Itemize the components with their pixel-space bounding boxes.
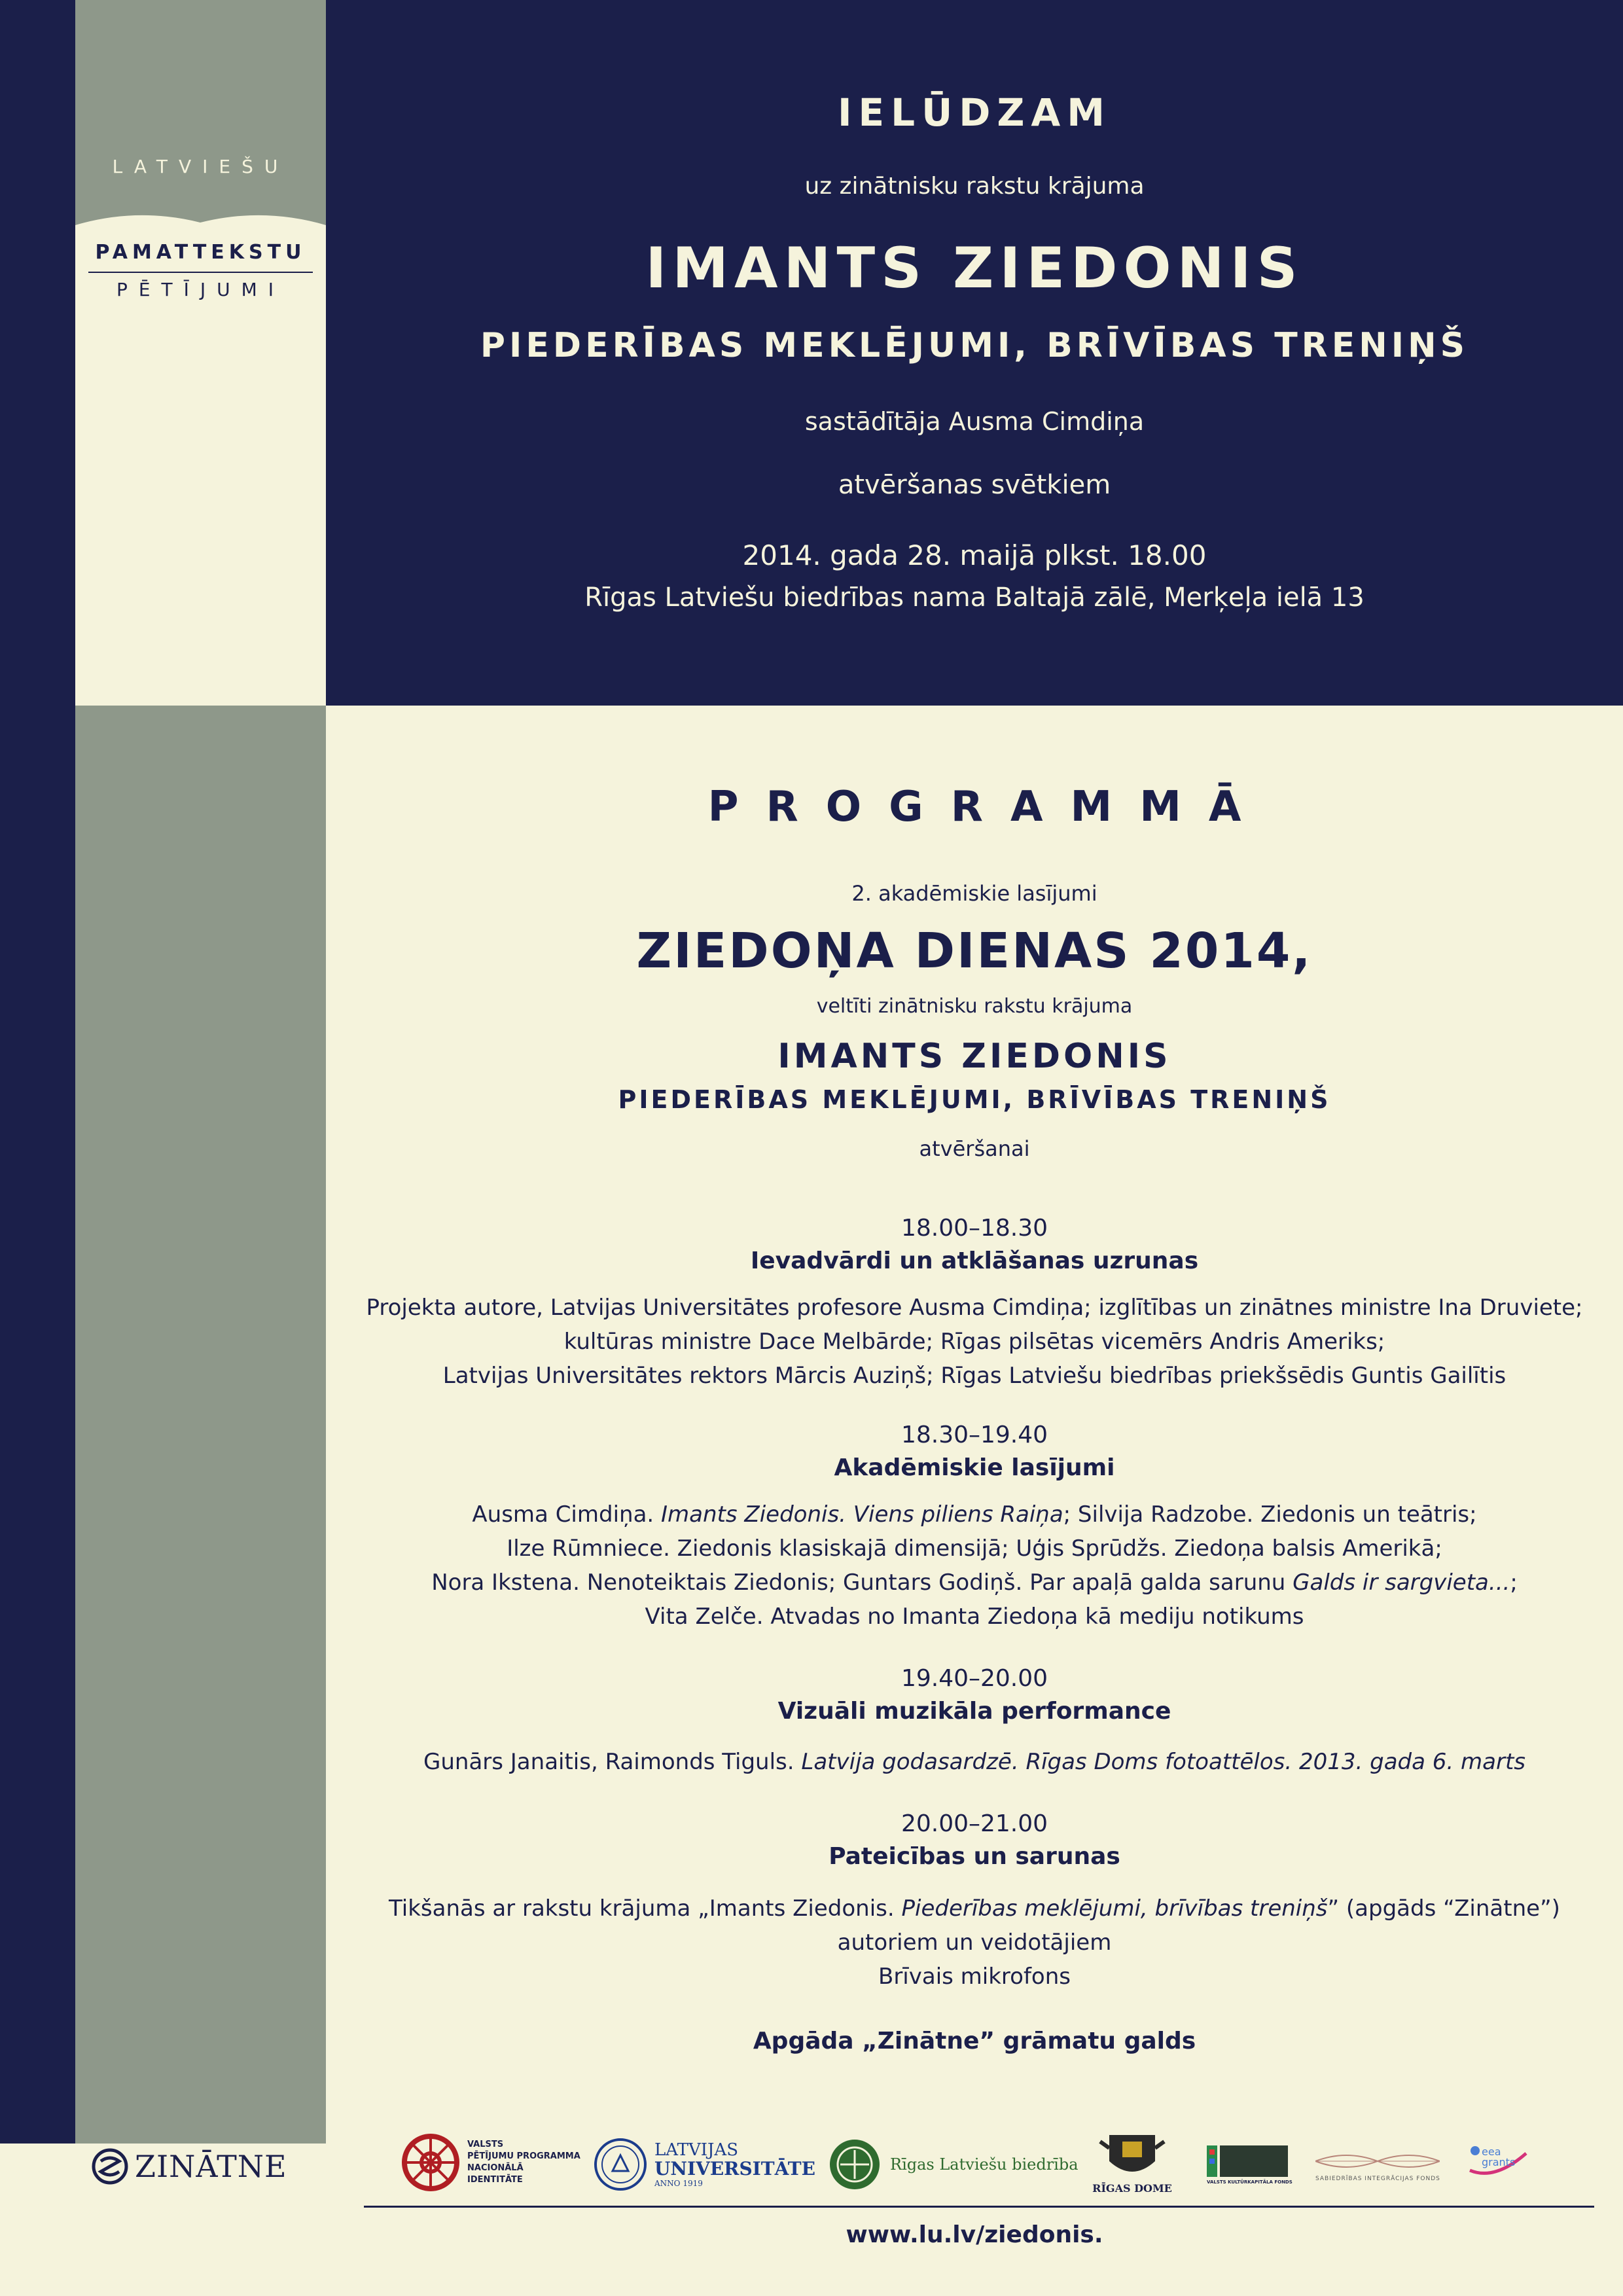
session-line	[326, 1895, 1623, 1922]
zinatne-wordmark: ZINĀTNE	[135, 2149, 287, 2184]
session-line	[326, 1604, 1623, 1630]
lu-logo	[593, 2135, 815, 2194]
eea-line2: grants	[1482, 2156, 1516, 2168]
event-venue: Rīgas Latviešu biedrības nama Baltajā zālē, Merķeļa ielā 13	[584, 583, 1364, 613]
italic-title-segment: Imants Ziedonis. Viens piliens Raiņa	[661, 1501, 1063, 1528]
session-line	[326, 1929, 1623, 1956]
zinatne-emblem-icon	[92, 2148, 128, 2185]
session-time: 19.40–20.00	[901, 1665, 1048, 1692]
event-title: ZIEDOŅA DIENAS 2014,	[636, 923, 1313, 979]
session-line	[326, 1535, 1623, 1562]
lu-line3: ANNO 1919	[654, 2179, 703, 2188]
eea-line1: eea	[1482, 2145, 1501, 2158]
programme-book-title: IMANTS ZIEDONIS	[777, 1037, 1171, 1076]
vpp-line: IDENTITĀTE	[467, 2175, 523, 2185]
session-line	[326, 1501, 1623, 1528]
session-line: Latvijas Universitātes rektors Mārcis Auziņš; Rīgas Latviešu biedrības priekšsēdis Guntis Gailītis	[442, 1363, 1507, 1389]
text-segment: Ilze Rūmniece. Ziedonis klasiskajā dimensijā; Uģis Sprūdžs. Ziedoņa balsis Amerikā;	[507, 1535, 1442, 1562]
left-gray-strip	[75, 706, 326, 2296]
rlb-name: Rīgas Latviešu biedrība	[890, 2155, 1079, 2174]
text-segment: Brīvais mikrofons	[878, 1964, 1071, 1990]
session-line	[326, 1749, 1623, 1775]
riga-dome-logo	[1086, 2128, 1178, 2195]
session-name: Pateicības un sarunas	[829, 1843, 1120, 1870]
session-name: Akadēmiskie lasījumi	[834, 1454, 1115, 1481]
text-segment: ” (apgāds “Zinātne”)	[1327, 1895, 1560, 1922]
session-line	[326, 1964, 1623, 1990]
closing-line: Apgāda „Zinātne” grāmatu galds	[753, 2028, 1196, 2054]
event-date: 2014. gada 28. maijā plkst. 18.00	[742, 539, 1207, 571]
vkkf-mark-icon	[1207, 2145, 1288, 2177]
book-title: IMANTS ZIEDONIS	[645, 236, 1304, 301]
session-line: kultūras ministre Dace Melbārde; Rīgas pilsētas vicemērs Andris Ameriks;	[563, 1329, 1385, 1355]
session-line: Projekta autore, Latvijas Universitātes profesore Ausma Cimdiņa; izglītības un zinātnes ministre Ina Druviete;	[366, 1295, 1583, 1321]
text-segment: ;	[1510, 1570, 1518, 1596]
occasion-line: atvēršanas svētkiem	[838, 470, 1111, 500]
sif-ribbon-icon	[1315, 2149, 1440, 2173]
lu-line2: UNIVERSITĀTE	[654, 2158, 815, 2179]
session-name: Ievadvārdi un atklāšanas uzrunas	[750, 1247, 1199, 1274]
invite-intro: uz zinātnisku rakstu krājuma	[804, 173, 1145, 200]
programme-heading: PROGRAMMĀ	[707, 783, 1269, 831]
sif-name: SABIEDRĪBAS INTEGRĀCIJAS FONDS	[1315, 2176, 1440, 2182]
programme-book-subtitle: PIEDERĪBAS MEKLĒJUMI, BRĪVĪBAS TRENIŅŠ	[618, 1085, 1331, 1114]
vpp-logo	[401, 2131, 580, 2194]
eea-grants-logo	[1469, 2144, 1527, 2177]
text-segment: Nora Ikstena. Nenoteiktais Ziedonis; Guntars Godiņš. Par apaļā galda sarunu	[431, 1570, 1293, 1596]
riga-dome-name: RĪGAS DOME	[1092, 2182, 1172, 2195]
dedicated-line: veltīti zinātnisku rakstu krājuma	[816, 995, 1133, 1018]
text-segment: Gunārs Janaitis, Raimonds Tiguls.	[423, 1749, 802, 1775]
text-segment: autoriem un veidotājiem	[837, 1929, 1112, 1956]
footer-divider	[364, 2206, 1594, 2208]
book-subtitle: PIEDERĪBAS MEKLĒJUMI, BRĪVĪBAS TRENIŅŠ	[480, 326, 1469, 365]
left-margin-band	[0, 0, 75, 2296]
vpp-line: NACIONĀLĀ	[467, 2163, 524, 2173]
text-segment: Ausma Cimdiņa.	[472, 1501, 662, 1528]
italic-title-segment: Galds ir sargvieta...	[1293, 1570, 1510, 1596]
compiler-line: sastādītāja Ausma Cimdiņa	[804, 407, 1145, 436]
italic-title-segment: Latvija godasardzē. Rīgas Doms fotoattēlos. 2013. gada 6. marts	[801, 1749, 1525, 1775]
text-segment: Tikšanās ar rakstu krājuma „Imants Ziedonis.	[389, 1895, 902, 1922]
zinatne-logo	[92, 2148, 287, 2185]
session-line	[326, 1570, 1623, 1596]
lu-seal-icon	[593, 2137, 648, 2192]
readings-line: 2. akadēmiskie lasījumi	[851, 881, 1097, 906]
series-line-latviesu: LATVIEŠU	[112, 156, 289, 177]
session-time: 20.00–21.00	[901, 1810, 1048, 1837]
session-time: 18.30–19.40	[901, 1422, 1048, 1448]
session-time: 18.00–18.30	[901, 1215, 1048, 1242]
series-line-petijumi: PĒTĪJUMI	[116, 279, 285, 300]
series-line-pamattekstu: PAMATTEKSTU	[95, 241, 306, 264]
book-icon	[75, 200, 326, 229]
session-name: Vizuāli muzikāla performance	[777, 1698, 1171, 1725]
rlb-logo	[827, 2136, 1079, 2193]
vkkf-logo	[1207, 2145, 1293, 2185]
folk-sun-icon	[401, 2132, 461, 2193]
rlb-emblem-icon	[827, 2137, 882, 2192]
lu-line1: LATVIJAS	[654, 2140, 739, 2160]
opening-line: atvēršanai	[919, 1136, 1030, 1161]
series-divider	[88, 272, 313, 273]
text-segment: ; Silvija Radzobe. Ziedonis un teātris;	[1063, 1501, 1477, 1528]
vkkf-name: VALSTS KULTŪRKAPITĀLA FONDS	[1207, 2179, 1293, 2185]
riga-coat-of-arms-icon	[1096, 2128, 1168, 2182]
sif-logo	[1315, 2149, 1440, 2182]
vpp-line: VALSTS	[467, 2140, 504, 2149]
invite-heading: IELŪDZAM	[837, 90, 1112, 135]
text-segment: Vita Zelče. Atvadas no Imanta Ziedoņa kā mediju notikums	[645, 1604, 1304, 1630]
website-link[interactable]: www.lu.lv/ziedonis.	[846, 2221, 1103, 2248]
series-gray-panel	[75, 0, 326, 226]
vpp-line: PĒTĪJUMU PROGRAMMA	[467, 2151, 580, 2161]
italic-title-segment: Piederības meklējumi, brīvības treniņš	[901, 1895, 1328, 1922]
